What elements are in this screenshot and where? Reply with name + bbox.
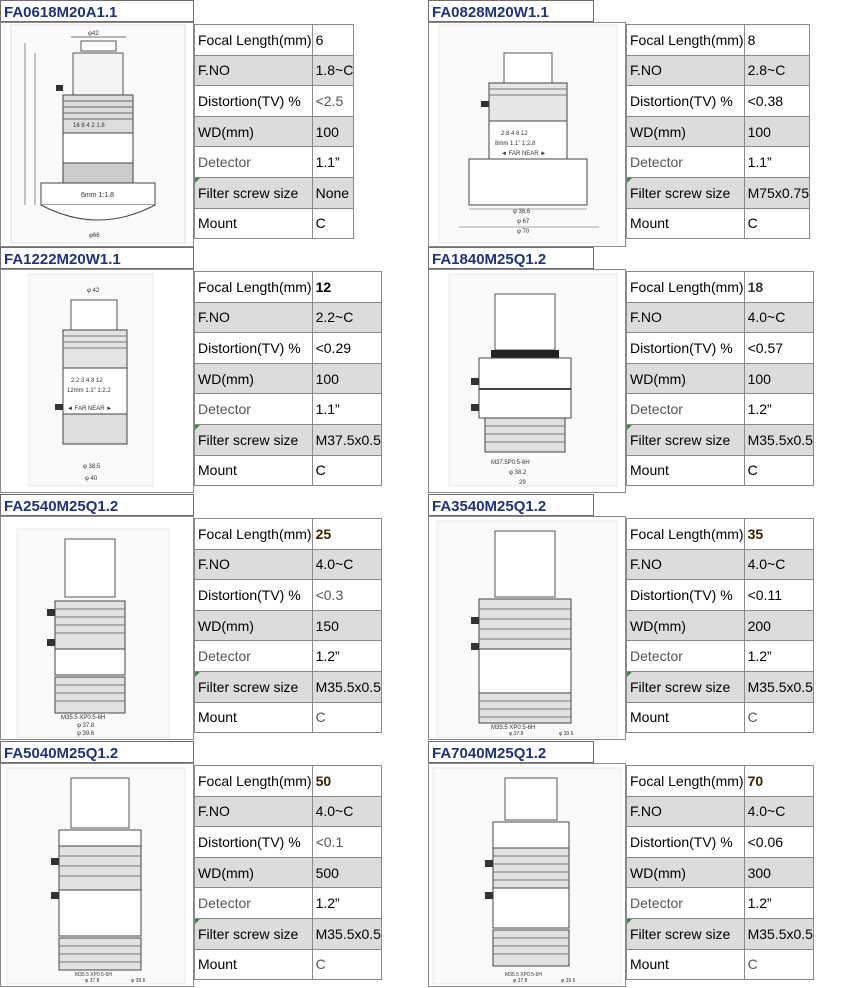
- wd-label: WD(mm): [627, 116, 745, 147]
- filter-value: M35.5x0.5: [744, 671, 813, 702]
- svg-text:2.8 4 8 12: 2.8 4 8 12: [501, 131, 528, 137]
- svg-text:φ42: φ42: [88, 31, 99, 37]
- filter-label: Filter screw size: [195, 177, 313, 208]
- focal-length-label: Focal Length(mm): [195, 766, 313, 797]
- filter-value: M35.5x0.5: [312, 671, 381, 702]
- svg-text:φ 38.2: φ 38.2: [509, 470, 527, 476]
- svg-text:φ 39.6: φ 39.6: [77, 731, 95, 737]
- svg-text:φ 36.6: φ 36.6: [513, 209, 531, 215]
- distortion-label: Distortion(TV) %: [195, 580, 313, 611]
- wd-label: WD(mm): [195, 363, 313, 394]
- detector-label: Detector: [195, 147, 313, 178]
- mount-label: Mount: [627, 455, 745, 486]
- focal-length-label: Focal Length(mm): [627, 519, 745, 550]
- detector-label: Detector: [195, 641, 313, 672]
- filter-value: M35.5x0.5: [312, 918, 381, 949]
- model-number: FA0618M20A1.1: [0, 0, 194, 22]
- mount-label: Mount: [195, 702, 313, 733]
- model-number: FA5040M25Q1.2: [0, 741, 194, 763]
- focal-length-value: 12: [312, 272, 381, 303]
- wd-value: 100: [744, 116, 809, 147]
- svg-text:φ 37.8: φ 37.8: [509, 731, 524, 737]
- mount-value: C: [744, 702, 813, 733]
- distortion-value: <0.38: [744, 86, 809, 117]
- lens-drawing: [428, 269, 626, 493]
- svg-text:◄ FAR NEAR ►: ◄ FAR NEAR ►: [67, 406, 113, 412]
- detector-value: 1.1”: [312, 147, 354, 178]
- svg-text:◄ FAR NEAR ►: ◄ FAR NEAR ►: [501, 151, 547, 157]
- focal-length-value: 8: [744, 25, 809, 56]
- spec-table: [194, 765, 382, 980]
- svg-text:2.2 3 4 8 12: 2.2 3 4 8 12: [71, 378, 103, 384]
- spec-table: [626, 24, 810, 239]
- detector-value: 1.2”: [744, 888, 813, 919]
- focal-length-label: Focal Length(mm): [627, 766, 745, 797]
- focal-length-value: 25: [312, 519, 381, 550]
- distortion-value: <0.3: [312, 580, 381, 611]
- model-number: FA1222M20W1.1: [0, 247, 194, 269]
- model-number: FA2540M25Q1.2: [0, 494, 194, 516]
- lens-drawing: [0, 22, 194, 247]
- svg-text:M35.5 XP0.5-6H: M35.5 XP0.5-6H: [61, 715, 106, 721]
- fno-value: 4.0~C: [744, 796, 813, 827]
- fno-label: F.NO: [195, 549, 313, 580]
- svg-text:M37.5P0.5-6H: M37.5P0.5-6H: [491, 460, 530, 466]
- detector-value: 1.2”: [744, 394, 813, 425]
- wd-label: WD(mm): [195, 610, 313, 641]
- mount-value: C: [312, 949, 381, 980]
- svg-text:φ 37.8: φ 37.8: [77, 723, 95, 729]
- svg-text:φ 37.8: φ 37.8: [85, 978, 100, 984]
- mount-label: Mount: [627, 208, 745, 239]
- svg-text:φ 37.8: φ 37.8: [513, 978, 528, 984]
- detector-value: 1.2”: [744, 641, 813, 672]
- svg-text:φ 39.6: φ 39.6: [561, 978, 576, 984]
- svg-text:φ66: φ66: [89, 233, 100, 239]
- model-number: FA0828M20W1.1: [428, 0, 594, 22]
- fno-label: F.NO: [627, 302, 745, 333]
- lens-diagram-svg: [1, 23, 195, 248]
- lens-drawing: [428, 516, 626, 740]
- focal-length-value: 18: [744, 272, 813, 303]
- detector-value: 1.1”: [744, 147, 809, 178]
- fno-label: F.NO: [627, 549, 745, 580]
- svg-text:φ 67: φ 67: [517, 219, 530, 225]
- lens-diagram-svg: [429, 270, 627, 494]
- lens-drawing: [0, 269, 194, 493]
- fno-value: 1.8~C: [312, 55, 354, 86]
- filter-label: Filter screw size: [195, 671, 313, 702]
- focal-length-label: Focal Length(mm): [195, 25, 313, 56]
- mount-label: Mount: [627, 702, 745, 733]
- filter-label: Filter screw size: [195, 918, 313, 949]
- detector-label: Detector: [195, 394, 313, 425]
- wd-value: 150: [312, 610, 381, 641]
- fno-label: F.NO: [627, 55, 745, 86]
- lens-drawing: [0, 516, 194, 740]
- distortion-value: <2.5: [312, 86, 354, 117]
- mount-value: C: [312, 208, 354, 239]
- detector-label: Detector: [627, 147, 745, 178]
- detector-label: Detector: [195, 888, 313, 919]
- svg-text:φ 40: φ 40: [85, 476, 98, 482]
- distortion-value: <0.11: [744, 580, 813, 611]
- fno-value: 4.0~C: [312, 549, 381, 580]
- filter-label: Filter screw size: [627, 424, 745, 455]
- lens-diagram-svg: [1, 270, 195, 494]
- focal-length-label: Focal Length(mm): [195, 519, 313, 550]
- lens-drawing: [0, 763, 194, 987]
- focal-length-label: Focal Length(mm): [627, 25, 745, 56]
- focal-length-value: 6: [312, 25, 354, 56]
- filter-label: Filter screw size: [627, 671, 745, 702]
- detector-label: Detector: [627, 888, 745, 919]
- svg-text:6mm 1:1.8: 6mm 1:1.8: [81, 192, 115, 199]
- focal-length-label: Focal Length(mm): [195, 272, 313, 303]
- detector-value: 1.1”: [312, 394, 381, 425]
- spec-table: [194, 518, 382, 733]
- svg-text:12mm 1.1” 1:2.2: 12mm 1.1” 1:2.2: [67, 388, 111, 394]
- mount-value: C: [312, 455, 381, 486]
- filter-value: M35.5x0.5: [744, 424, 813, 455]
- lens-drawing: [428, 763, 626, 987]
- spec-table: [626, 765, 814, 980]
- fno-label: F.NO: [195, 302, 313, 333]
- wd-value: 300: [744, 857, 813, 888]
- distortion-label: Distortion(TV) %: [627, 827, 745, 858]
- spec-table: [626, 271, 814, 486]
- distortion-label: Distortion(TV) %: [195, 333, 313, 364]
- fno-label: F.NO: [195, 796, 313, 827]
- svg-text:φ 70: φ 70: [517, 229, 530, 235]
- lens-diagram-svg: [1, 517, 195, 741]
- distortion-label: Distortion(TV) %: [195, 86, 313, 117]
- focal-length-value: 50: [312, 766, 381, 797]
- mount-value: C: [744, 208, 809, 239]
- distortion-value: <0.06: [744, 827, 813, 858]
- svg-text:29: 29: [519, 480, 526, 486]
- svg-text:16 8 4 2 1.8: 16 8 4 2 1.8: [73, 123, 105, 129]
- wd-value: 100: [744, 363, 813, 394]
- lens-diagram-svg: [429, 23, 627, 248]
- distortion-value: <0.1: [312, 827, 381, 858]
- filter-value: M35.5x0.5: [744, 918, 813, 949]
- fno-label: F.NO: [627, 796, 745, 827]
- wd-value: 100: [312, 363, 381, 394]
- mount-label: Mount: [195, 208, 313, 239]
- filter-label: Filter screw size: [195, 424, 313, 455]
- wd-label: WD(mm): [195, 116, 313, 147]
- filter-value: M75x0.75: [744, 177, 809, 208]
- distortion-label: Distortion(TV) %: [627, 86, 745, 117]
- spec-table: [194, 24, 354, 239]
- detector-value: 1.2”: [312, 888, 381, 919]
- fno-value: 4.0~C: [744, 549, 813, 580]
- distortion-value: <0.29: [312, 333, 381, 364]
- lens-diagram-svg: [429, 764, 627, 988]
- fno-value: 2.2~C: [312, 302, 381, 333]
- spec-table: [194, 271, 382, 486]
- wd-label: WD(mm): [627, 363, 745, 394]
- svg-text:φ 39.6: φ 39.6: [559, 731, 574, 737]
- wd-value: 500: [312, 857, 381, 888]
- svg-text:φ 38.5: φ 38.5: [83, 464, 101, 470]
- lens-drawing: [428, 22, 626, 247]
- svg-text:M35.5 XP0.5-6H: M35.5 XP0.5-6H: [505, 972, 542, 978]
- mount-value: C: [312, 702, 381, 733]
- svg-text:M35.5 XP0.5-6H: M35.5 XP0.5-6H: [491, 725, 536, 731]
- wd-label: WD(mm): [627, 857, 745, 888]
- mount-value: C: [744, 949, 813, 980]
- model-number: FA3540M25Q1.2: [428, 494, 594, 516]
- wd-value: 200: [744, 610, 813, 641]
- detector-label: Detector: [627, 641, 745, 672]
- fno-value: 2.8~C: [744, 55, 809, 86]
- model-number: FA7040M25Q1.2: [428, 741, 594, 763]
- detector-value: 1.2”: [312, 641, 381, 672]
- svg-text:M35.5 XP0.5-6H: M35.5 XP0.5-6H: [75, 972, 112, 978]
- focal-length-value: 35: [744, 519, 813, 550]
- distortion-label: Distortion(TV) %: [627, 333, 745, 364]
- svg-text:8mm 1.1” 1:2.8: 8mm 1.1” 1:2.8: [495, 141, 536, 147]
- filter-label: Filter screw size: [627, 918, 745, 949]
- svg-text:φ 42: φ 42: [87, 288, 100, 294]
- fno-value: 4.0~C: [744, 302, 813, 333]
- wd-label: WD(mm): [627, 610, 745, 641]
- distortion-label: Distortion(TV) %: [627, 580, 745, 611]
- lens-diagram-svg: [429, 517, 627, 741]
- wd-value: 100: [312, 116, 354, 147]
- mount-label: Mount: [195, 455, 313, 486]
- model-number: FA1840M25Q1.2: [428, 247, 594, 269]
- focal-length-value: 70: [744, 766, 813, 797]
- distortion-value: <0.57: [744, 333, 813, 364]
- spec-table: [626, 518, 814, 733]
- filter-label: Filter screw size: [627, 177, 745, 208]
- focal-length-label: Focal Length(mm): [627, 272, 745, 303]
- filter-value: None: [312, 177, 354, 208]
- svg-text:φ 39.6: φ 39.6: [131, 978, 146, 984]
- fno-value: 4.0~C: [312, 796, 381, 827]
- filter-value: M37.5x0.5: [312, 424, 381, 455]
- lens-diagram-svg: [1, 764, 195, 988]
- mount-label: Mount: [627, 949, 745, 980]
- detector-label: Detector: [627, 394, 745, 425]
- distortion-label: Distortion(TV) %: [195, 827, 313, 858]
- wd-label: WD(mm): [195, 857, 313, 888]
- fno-label: F.NO: [195, 55, 313, 86]
- mount-value: C: [744, 455, 813, 486]
- mount-label: Mount: [195, 949, 313, 980]
